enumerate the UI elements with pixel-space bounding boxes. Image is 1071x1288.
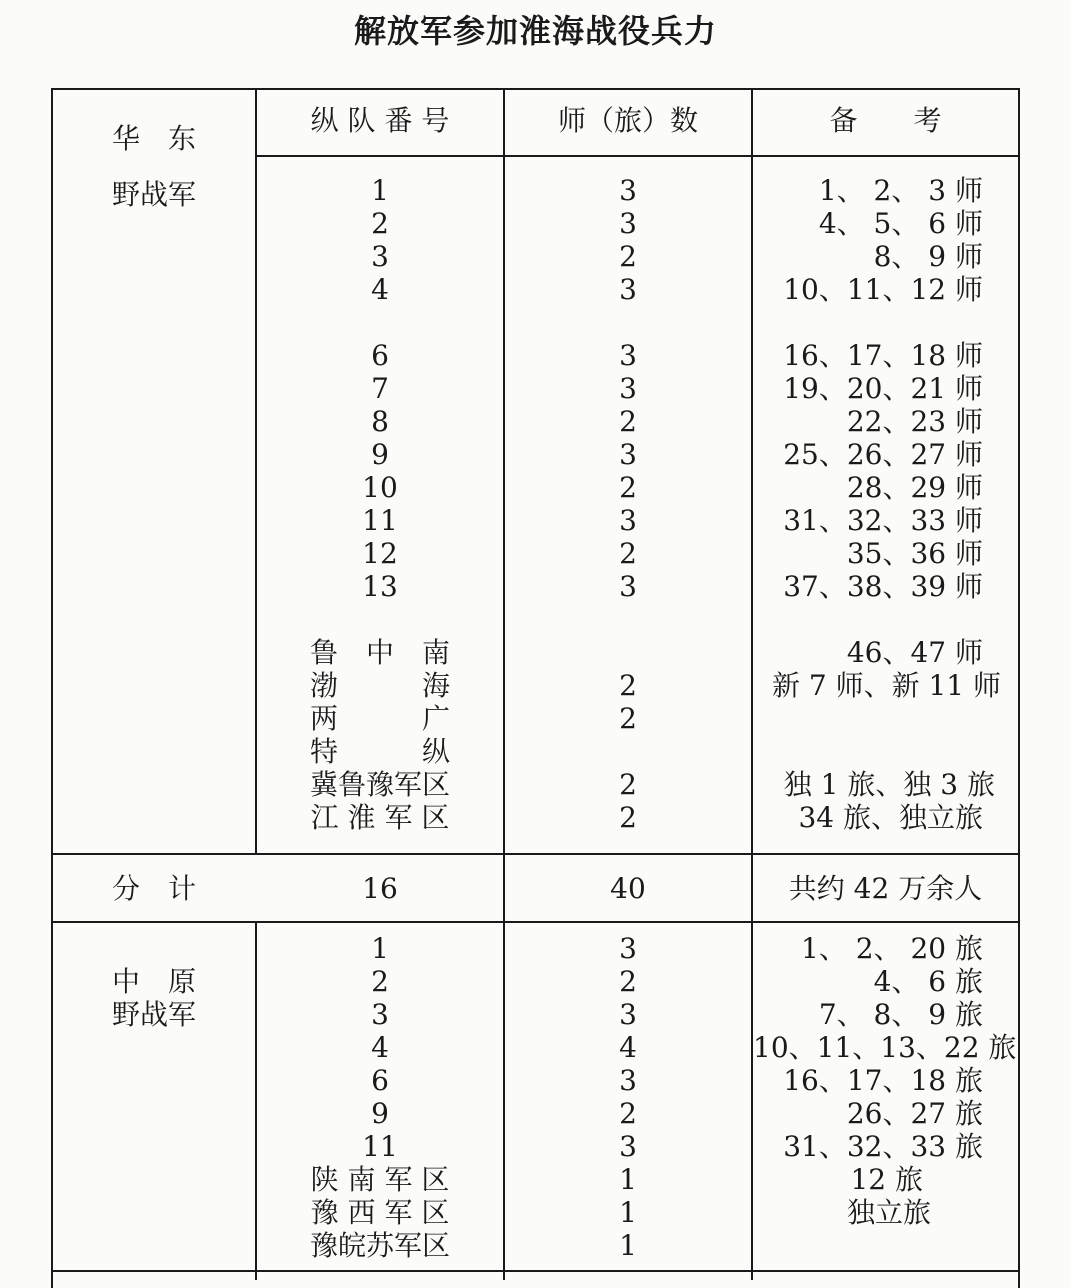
table-row-note: 独 1 旅、独 3 旅 [783, 768, 995, 801]
table-row-note: 10、11、12 师 [783, 273, 983, 306]
table-row-unit: 13 [362, 570, 398, 603]
table-row-note [753, 306, 983, 339]
table-row-note: 10、11、13、22 旅 [753, 1031, 1017, 1064]
table-row-count: 3 [619, 504, 637, 537]
table-row-unit: 6 [371, 339, 389, 372]
table-row-unit: 豫皖苏军区 [309, 1229, 450, 1262]
page-title: 解放军参加淮海战役兵力 [353, 12, 717, 50]
table-row-unit: 4 [371, 1031, 389, 1064]
table-row-count: 3 [619, 932, 637, 965]
table-row-count: 3 [619, 339, 637, 372]
table-row-unit [257, 306, 503, 339]
table-row-unit: 7 [371, 372, 389, 405]
table-row-count: 2 [619, 768, 637, 801]
table-row-count: 2 [619, 405, 637, 438]
table-row-count: 2 [619, 801, 637, 834]
table-row-unit: 2 [371, 965, 389, 998]
table-row-count: 2 [619, 240, 637, 273]
table-row-unit: 冀鲁豫军区 [309, 768, 450, 801]
table-row-note [753, 702, 983, 735]
header-unit: 纵 队 番 号 [310, 104, 450, 137]
table-row-note [753, 603, 983, 636]
table-row-count: 1 [619, 1196, 637, 1229]
table-row-note: 35、36 师 [846, 537, 983, 570]
section-divider [51, 853, 1020, 855]
header-divider [255, 155, 1020, 157]
table-row-count: 4 [619, 1031, 637, 1064]
table-row-note: 26、27 旅 [846, 1097, 983, 1130]
table-row-note: 4、 6 旅 [873, 965, 983, 998]
table-row-note: 独立旅 [846, 1196, 931, 1229]
table-row-note: 4、 5、 6 师 [818, 207, 983, 240]
table-row-count: 3 [619, 438, 637, 471]
table-row-count: 2 [619, 965, 637, 998]
east-note-column [753, 174, 1001, 834]
table-row-note: 31、32、33 旅 [783, 1130, 983, 1163]
table-row-note: 28、29 师 [846, 471, 983, 504]
table-row-unit: 9 [371, 1097, 389, 1130]
table-row-unit: 8 [371, 405, 389, 438]
central-note-column [753, 932, 1017, 1262]
central-count-column [505, 932, 751, 1262]
table-row-unit: 鲁 中 南 [309, 636, 450, 669]
table-row-count: 1 [619, 1229, 637, 1262]
table-row-unit: 1 [371, 174, 389, 207]
table-row-note: 16、17、18 师 [783, 339, 983, 372]
table-row-count: 2 [619, 1097, 637, 1130]
table-row-count: 3 [619, 207, 637, 240]
table-row-count [505, 603, 751, 636]
table-row-note: 31、32、33 师 [783, 504, 983, 537]
table-row-unit: 3 [371, 240, 389, 273]
header-note: 备 考 [829, 104, 942, 137]
east-count-column [505, 174, 751, 834]
table-row-note: 37、38、39 师 [783, 570, 983, 603]
table-row-count: 2 [619, 702, 637, 735]
table-row-unit: 6 [371, 1064, 389, 1097]
army-name-east-line2: 野战军 [111, 178, 196, 211]
table-row-count: 1 [619, 1163, 637, 1196]
table-row-count: 2 [619, 471, 637, 504]
table-row-count: 3 [619, 1064, 637, 1097]
table-row-unit: 渤 海 [309, 669, 450, 702]
table-row-count [505, 306, 751, 339]
table-row-unit: 12 [362, 537, 398, 570]
table-row-note: 19、20、21 师 [783, 372, 983, 405]
table-row-note: 7、 8、 9 旅 [818, 998, 983, 1031]
table-row-count: 2 [619, 537, 637, 570]
table-row-note [753, 1229, 983, 1262]
table-row-count: 3 [619, 998, 637, 1031]
table-row-count: 3 [619, 570, 637, 603]
table-row-unit: 1 [371, 932, 389, 965]
army-name-central-line1: 中 原 [111, 965, 196, 998]
table-row-count [505, 735, 751, 768]
subtotal-count: 40 [610, 872, 646, 905]
table-row-unit: 豫 西 军 区 [310, 1196, 450, 1229]
table-row-count: 3 [619, 174, 637, 207]
table-row-count: 3 [619, 1130, 637, 1163]
table-row-unit: 两 广 [309, 702, 450, 735]
table-row-note: 34 旅、独立旅 [798, 801, 983, 834]
subtotal-units: 16 [362, 872, 398, 905]
table-row-unit: 江 淮 军 区 [310, 801, 450, 834]
table-row-count [505, 636, 751, 669]
table-row-unit: 11 [362, 504, 398, 537]
army-name-east-line1: 华 东 [111, 122, 196, 155]
table-row-unit: 2 [371, 207, 389, 240]
table-row-note: 22、23 师 [846, 405, 983, 438]
table-row-note: 25、26、27 师 [783, 438, 983, 471]
subtotal-note: 共约 42 万余人 [788, 872, 983, 905]
table-row-note: 46、47 师 [846, 636, 983, 669]
table-row-unit [257, 603, 503, 636]
table-row-unit: 11 [362, 1130, 398, 1163]
table-row-count: 3 [619, 372, 637, 405]
header-count: 师（旅）数 [557, 104, 698, 137]
section-divider [51, 1270, 1020, 1272]
table-row-note: 新 7 师、新 11 师 [771, 669, 1001, 702]
table-row-note: 1、 2、 3 师 [818, 174, 983, 207]
table-row-count: 3 [619, 273, 637, 306]
table-row-unit: 特 纵 [309, 735, 450, 768]
table-row-note: 16、17、18 旅 [783, 1064, 983, 1097]
table-row-note: 12 旅 [850, 1163, 923, 1196]
table-row-note: 1、 2、 20 旅 [801, 932, 983, 965]
table-row-unit: 3 [371, 998, 389, 1031]
table-row-unit: 10 [362, 471, 398, 504]
table-row-unit: 9 [371, 438, 389, 471]
table-row-count: 2 [619, 669, 637, 702]
table-row-unit: 陕 南 军 区 [310, 1163, 450, 1196]
table-row-unit: 4 [371, 273, 389, 306]
table-row-note [753, 735, 983, 768]
central-unit-column [257, 932, 503, 1262]
table-row-note: 8、 9 师 [873, 240, 983, 273]
section-divider [51, 921, 1020, 923]
subtotal-label: 分 计 [111, 872, 196, 905]
east-unit-column [257, 174, 503, 834]
army-name-central-line2: 野战军 [111, 998, 196, 1031]
